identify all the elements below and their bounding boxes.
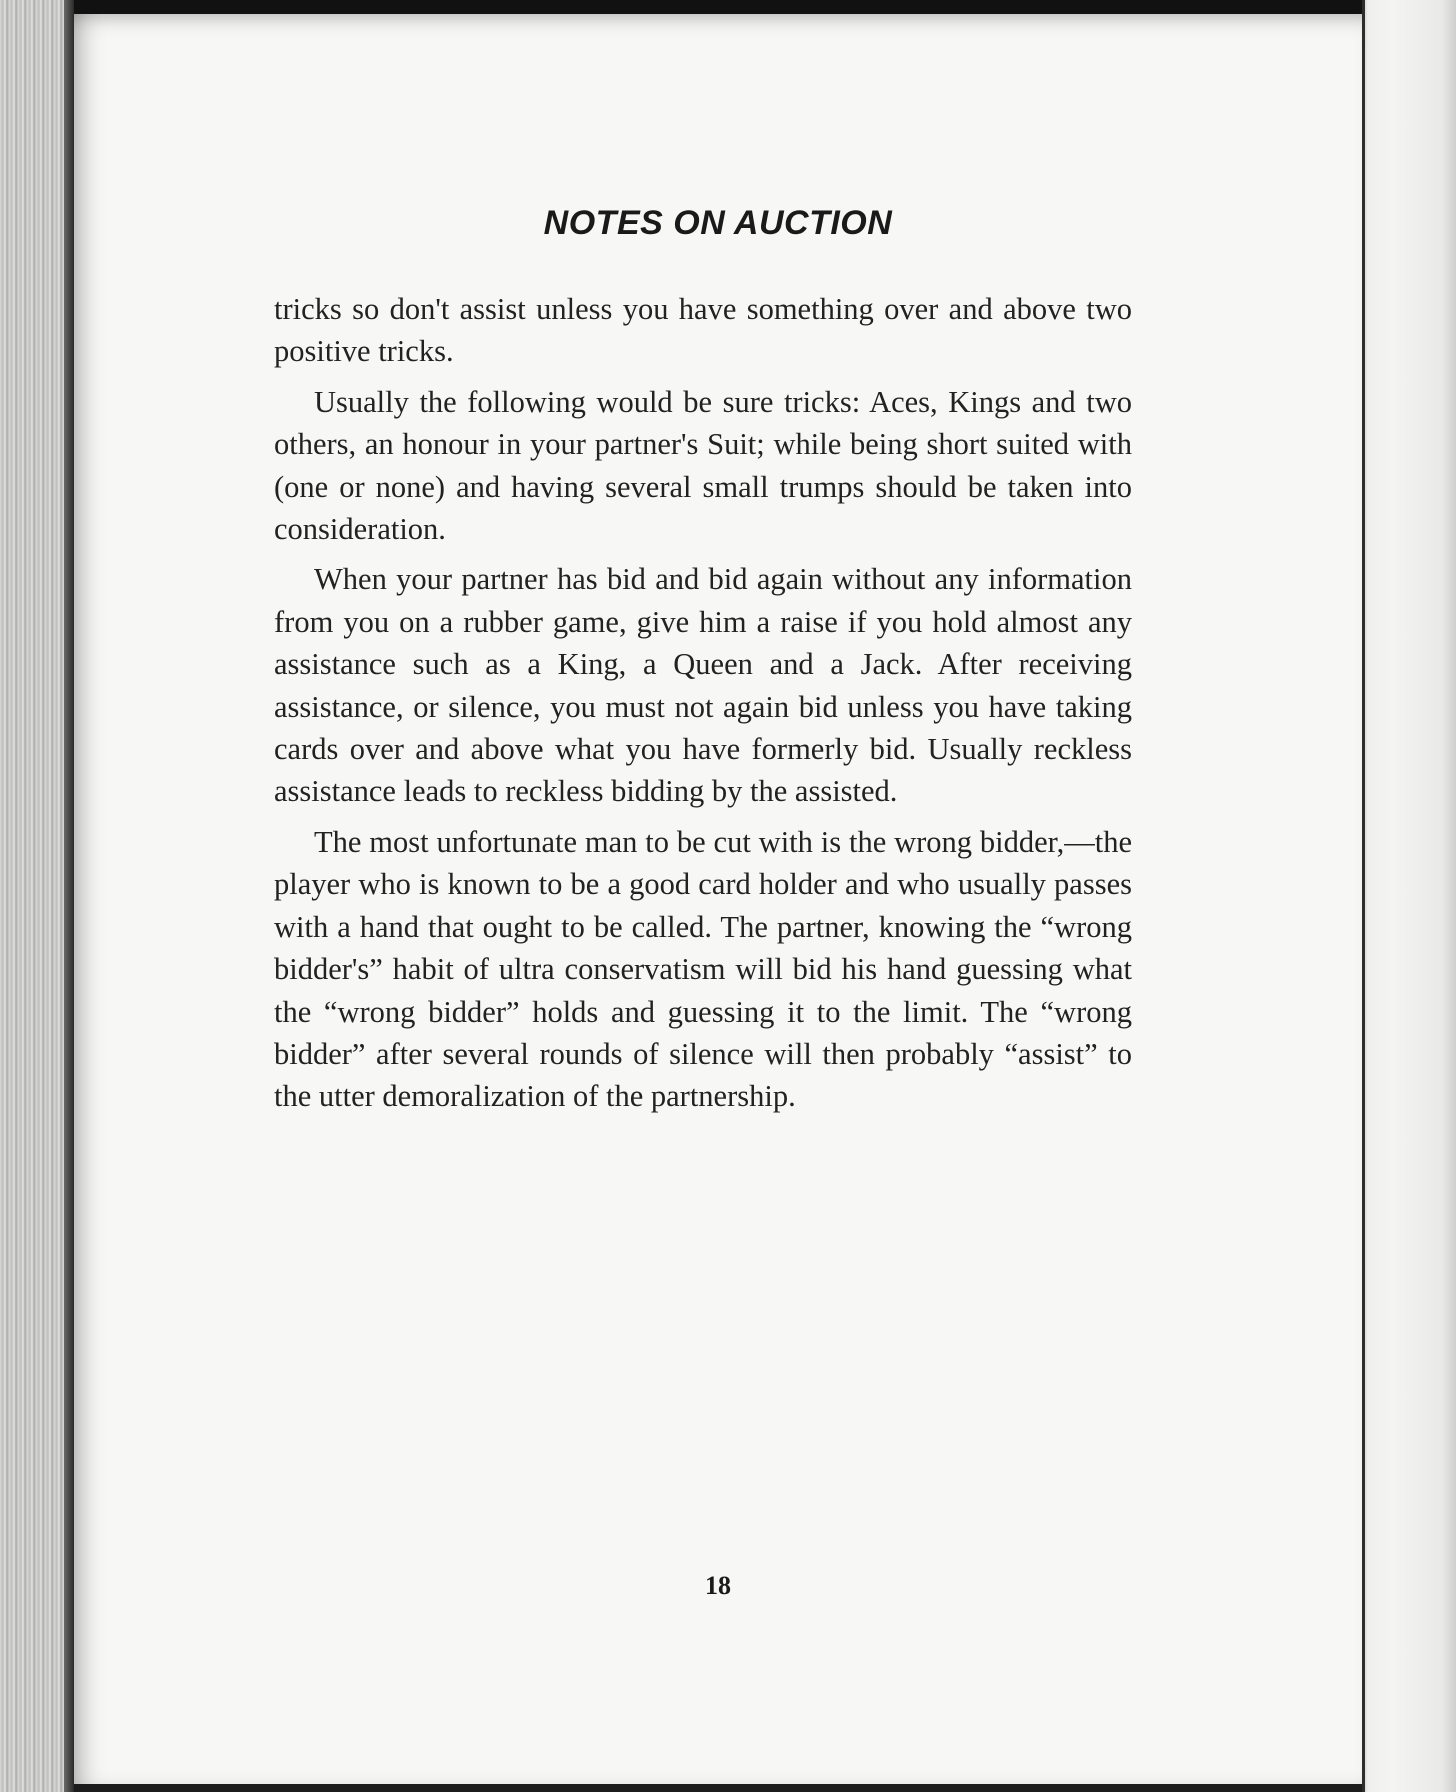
- book-page: [74, 14, 1362, 1784]
- book-binding-edge: [0, 0, 74, 1792]
- facing-page-edge: [1362, 0, 1456, 1792]
- paragraph: Usually the following would be sure tricks: Aces, Kings and two others, an honour in your partner's Suit; while being short suited with (one or none) and having several small trumps should be taken into consideration.: [274, 384, 1132, 547]
- paragraph-continued: tricks so don't assist unless you have something over and above two positive tricks.: [274, 292, 1132, 369]
- paragraph: The most unfortunate man to be cut with is the wrong bidder,—the player who is known to be a good card holder and who usually passes with a hand that ought to be called. The partner, knowing the “wrong bidder's” habit of ultra conservatism will bid his hand guessing what the “wrong bidder” holds and guessing it to the limit. The “wrong bidder” after several rounds of silence will then probably “assist” to the utter demoralization of the partnership.: [274, 824, 1132, 1114]
- page-number: 18: [705, 1571, 731, 1600]
- scan-top-border: [0, 0, 1456, 14]
- paragraph: When your partner has bid and bid again without any information from you on a rubber game, give him a raise if you hold almost any assistance such as a King, a Queen and a Jack. After receiving assistance, or silence, you must not again bid unless you have taking cards over and above what you have formerly bid. Usually reckless assistance leads to reckless bidding by the assisted.: [274, 562, 1132, 809]
- running-head: NOTES ON AUCTION: [543, 204, 893, 242]
- page-body: [274, 288, 1132, 1118]
